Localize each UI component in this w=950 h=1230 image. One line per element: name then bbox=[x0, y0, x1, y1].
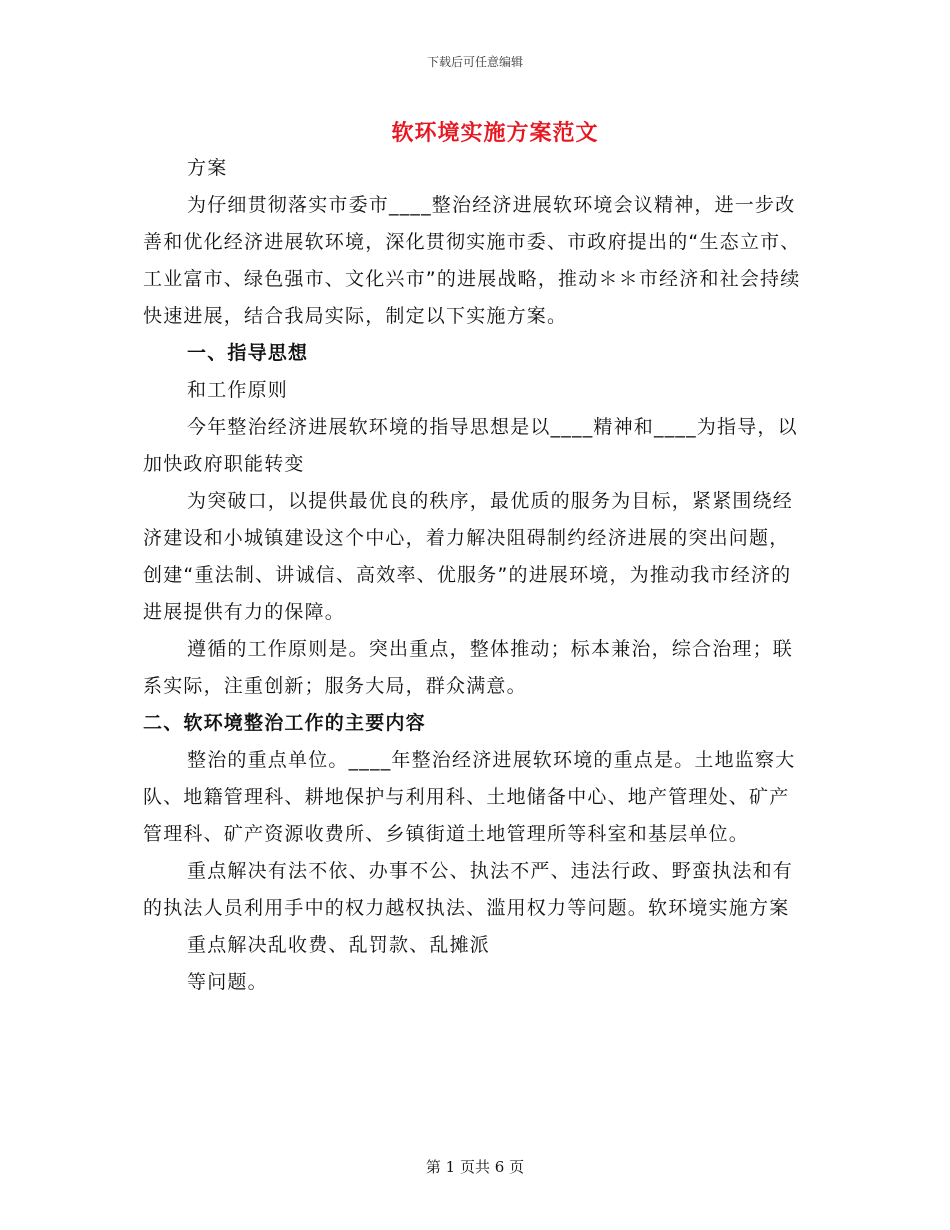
paragraph: 为突破口，以提供最优良的秩序，最优质的服务为目标，紧紧围绕经济建设和小城镇建设这个中心，着力解决阻碍制约经济进展的突出问题，创建“重法制、讲诚信、高效率、优服务”的进展环境，为推动我市经济的进展提供有力的保障。 bbox=[143, 490, 794, 623]
document-title: 软环境实施方案范文 bbox=[391, 121, 599, 146]
section-heading: 二、软环境整治工作的主要内容 bbox=[143, 712, 426, 734]
paragraph: 重点解决乱收费、乱罚款、乱摊派 bbox=[187, 934, 491, 956]
paragraph: 整治的重点单位。____年整治经济进展软环境的重点是。土地监察大队、地籍管理科、耕地保护与利用科、土地储备中心、地产管理处、矿产管理科、矿产资源收费所、乡镇街道土地管理所等科室和基层单位。 bbox=[143, 749, 796, 845]
page-footer: 第 1 页共 6 页 bbox=[425, 1158, 525, 1176]
paragraph: 今年整治经济进展软环境的指导思想是以____精神和____为指导，以加快政府职能转变 bbox=[143, 416, 798, 475]
paragraph: 遵循的工作原则是。突出重点，整体推动；标本兼治，综合治理；联系实际，注重创新；服务大局，群众满意。 bbox=[143, 638, 794, 697]
paragraph: 和工作原则 bbox=[187, 379, 289, 401]
paragraph: 为仔细贯彻落实市委市____整治经济进展软环境会议精神，进一步改善和优化经济进展软环境，深化贯彻实施市委、市政府提出的“生态立市、工业富市、绿色强市、文化兴市”的进展战略，推动＊＊市经济和社会持续快速进展，结合我局实际，制定以下实施方案。 bbox=[143, 194, 801, 327]
paragraph: 重点解决有法不依、办事不公、执法不严、违法行政、野蛮执法和有的执法人员利用手中的权力越权执法、滥用权力等问题。软环境实施方案 bbox=[143, 860, 794, 919]
paragraph: 方案 bbox=[187, 157, 228, 179]
header-note: 下载后可任意编辑 bbox=[426, 55, 523, 69]
paragraph: 等问题。 bbox=[187, 971, 268, 993]
document-body bbox=[143, 150, 803, 1001]
section-heading: 一、指导思想 bbox=[187, 342, 309, 364]
